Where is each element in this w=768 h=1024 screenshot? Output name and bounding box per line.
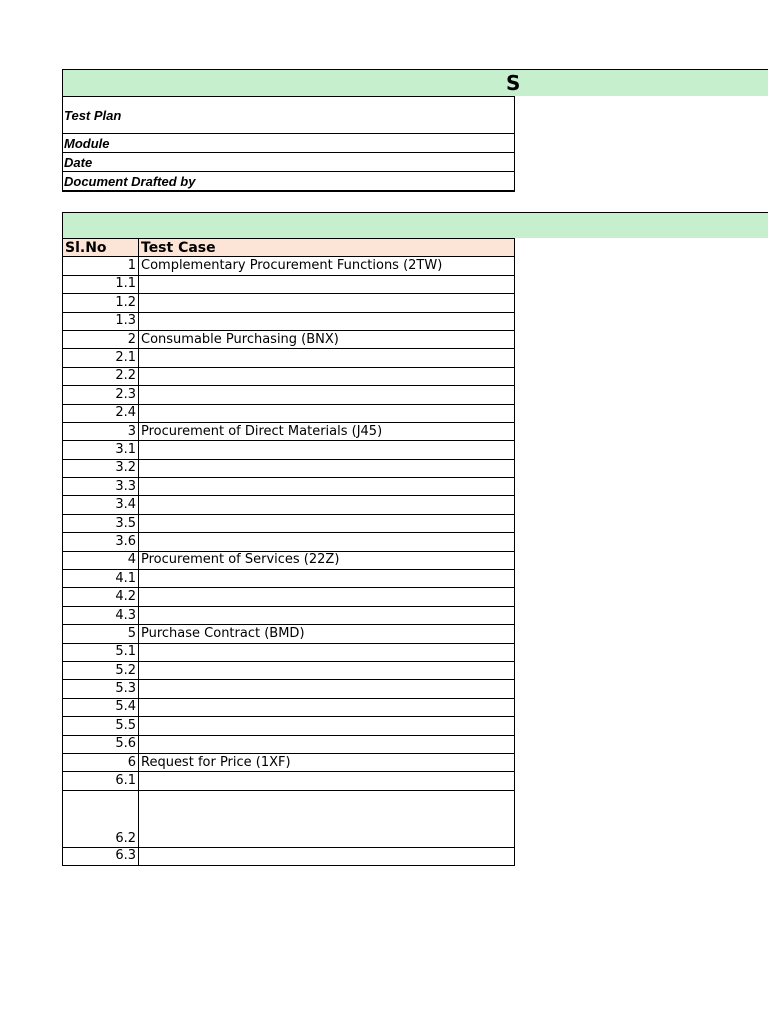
test-case-cell[interactable]	[139, 735, 515, 753]
table-row	[63, 330, 515, 348]
table-row	[63, 257, 515, 275]
test-case-cell[interactable]	[139, 496, 515, 514]
table-row	[63, 496, 515, 514]
table-row	[63, 680, 515, 698]
meta-drafted-by: Document Drafted by	[63, 171, 514, 190]
table-row	[63, 422, 515, 440]
test-case-cell[interactable]: Procurement of Services (22Z)	[139, 551, 515, 569]
table-row	[63, 294, 515, 312]
row-number-cell[interactable]: 4.3	[63, 606, 139, 624]
table-row	[63, 275, 515, 293]
row-number-cell[interactable]: 2	[63, 330, 139, 348]
test-case-cell[interactable]	[139, 698, 515, 716]
row-number-cell[interactable]: 6.3	[63, 847, 139, 865]
test-case-cell[interactable]	[139, 294, 515, 312]
meta-test-plan: Test Plan	[63, 96, 514, 133]
row-number-cell[interactable]: 1	[63, 257, 139, 275]
table-row	[63, 367, 515, 385]
table-row	[63, 312, 515, 330]
section-band	[62, 212, 768, 238]
table-header-row	[63, 239, 515, 257]
test-case-cell[interactable]	[139, 459, 515, 477]
row-number-cell[interactable]: 3.5	[63, 514, 139, 532]
test-case-cell[interactable]	[139, 790, 515, 847]
table-row	[63, 790, 515, 847]
row-number-cell[interactable]: 4	[63, 551, 139, 569]
row-number-cell[interactable]: 3.2	[63, 459, 139, 477]
test-case-cell[interactable]: Complementary Procurement Functions (2TW)	[139, 257, 515, 275]
header-sl-no: Sl.No	[63, 239, 139, 257]
row-number-cell[interactable]: 6.2	[63, 790, 139, 847]
table-row	[63, 847, 515, 865]
table-row	[63, 441, 515, 459]
test-case-cell[interactable]	[139, 606, 515, 624]
table-row	[63, 459, 515, 477]
test-case-cell[interactable]	[139, 441, 515, 459]
sheet-title: S	[506, 71, 521, 95]
row-number-cell[interactable]: 2.1	[63, 349, 139, 367]
table-row	[63, 570, 515, 588]
table-row	[63, 606, 515, 624]
table-row	[63, 533, 515, 551]
row-number-cell[interactable]: 5.5	[63, 717, 139, 735]
table-row	[63, 625, 515, 643]
test-case-cell[interactable]	[139, 588, 515, 606]
test-case-cell[interactable]	[139, 275, 515, 293]
meta-date: Date	[63, 152, 514, 171]
test-case-cell[interactable]	[139, 514, 515, 532]
test-case-cell[interactable]	[139, 312, 515, 330]
row-number-cell[interactable]: 1.3	[63, 312, 139, 330]
row-number-cell[interactable]: 1.2	[63, 294, 139, 312]
test-case-cell[interactable]	[139, 349, 515, 367]
row-number-cell[interactable]: 5	[63, 625, 139, 643]
meta-block	[62, 96, 515, 192]
row-number-cell[interactable]: 6	[63, 753, 139, 771]
row-number-cell[interactable]: 5.4	[63, 698, 139, 716]
test-case-cell[interactable]	[139, 847, 515, 865]
row-number-cell[interactable]: 2.4	[63, 404, 139, 422]
table-row	[63, 386, 515, 404]
test-case-cell[interactable]	[139, 386, 515, 404]
table-row	[63, 643, 515, 661]
test-case-cell[interactable]	[139, 643, 515, 661]
test-case-cell[interactable]	[139, 533, 515, 551]
table-row	[63, 717, 515, 735]
row-number-cell[interactable]: 6.1	[63, 772, 139, 790]
test-case-cell[interactable]	[139, 661, 515, 679]
test-case-cell[interactable]	[139, 367, 515, 385]
header-test-case: Test Case	[139, 239, 515, 257]
test-case-cell[interactable]	[139, 478, 515, 496]
meta-module: Module	[63, 133, 514, 152]
table-row	[63, 514, 515, 532]
table-row	[63, 661, 515, 679]
table-row	[63, 478, 515, 496]
row-number-cell[interactable]: 5.1	[63, 643, 139, 661]
row-number-cell[interactable]: 3.4	[63, 496, 139, 514]
row-number-cell[interactable]: 5.6	[63, 735, 139, 753]
row-number-cell[interactable]: 3.1	[63, 441, 139, 459]
table-row	[63, 698, 515, 716]
row-number-cell[interactable]: 2.2	[63, 367, 139, 385]
table-row	[63, 404, 515, 422]
test-case-cell[interactable]: Purchase Contract (BMD)	[139, 625, 515, 643]
row-number-cell[interactable]: 4.1	[63, 570, 139, 588]
test-case-cell[interactable]	[139, 772, 515, 790]
test-case-table	[62, 238, 515, 866]
test-case-cell[interactable]	[139, 717, 515, 735]
row-number-cell[interactable]: 1.1	[63, 275, 139, 293]
test-case-cell[interactable]: Procurement of Direct Materials (J45)	[139, 422, 515, 440]
table-row	[63, 753, 515, 771]
table-row	[63, 588, 515, 606]
row-number-cell[interactable]: 3.6	[63, 533, 139, 551]
row-number-cell[interactable]: 2.3	[63, 386, 139, 404]
table-row	[63, 349, 515, 367]
row-number-cell[interactable]: 3	[63, 422, 139, 440]
test-case-cell[interactable]	[139, 570, 515, 588]
row-number-cell[interactable]: 5.3	[63, 680, 139, 698]
title-band	[62, 69, 768, 96]
table-row	[63, 551, 515, 569]
table-row	[63, 735, 515, 753]
row-number-cell[interactable]: 5.2	[63, 661, 139, 679]
test-case-cell[interactable]	[139, 680, 515, 698]
test-case-cell[interactable]: Consumable Purchasing (BNX)	[139, 330, 515, 348]
table-row	[63, 772, 515, 790]
test-case-cell[interactable]	[139, 404, 515, 422]
test-case-cell[interactable]: Request for Price (1XF)	[139, 753, 515, 771]
row-number-cell[interactable]: 3.3	[63, 478, 139, 496]
row-number-cell[interactable]: 4.2	[63, 588, 139, 606]
